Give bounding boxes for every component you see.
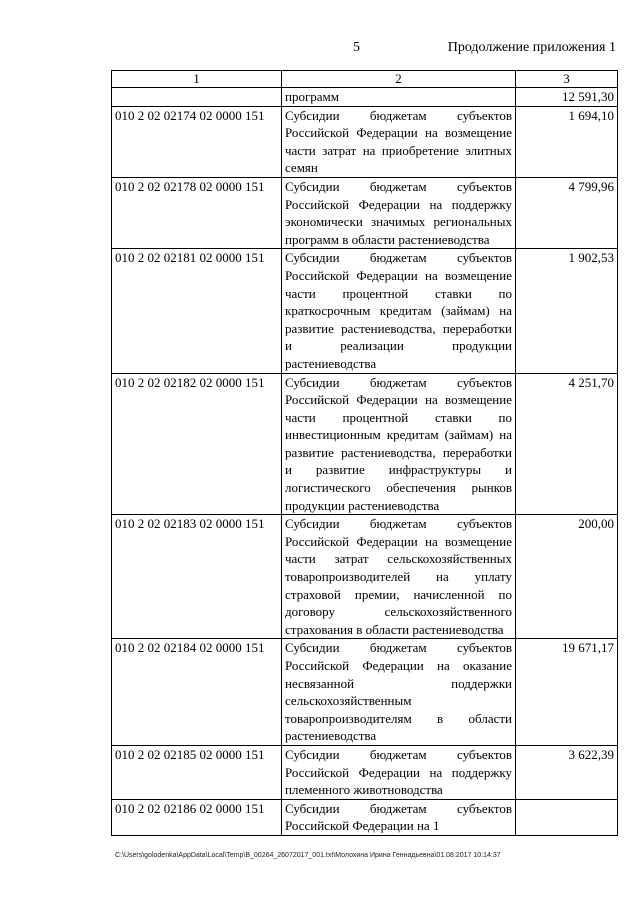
page-number: 5 xyxy=(353,40,360,55)
table-row xyxy=(112,106,618,177)
row-amount: 200,00 xyxy=(516,515,618,639)
column-header-description: 2 xyxy=(282,71,516,88)
row-amount: 4 799,96 xyxy=(516,177,618,248)
row-code: 010 2 02 02183 02 0000 151 xyxy=(112,515,282,639)
row-code: 010 2 02 02181 02 0000 151 xyxy=(112,249,282,373)
row-description: Субсидии бюджетам субъектов Российской Федерации на возмещение части процентной ставки по инвестиционным кредитам (займам) на развитие растениеводства, переработки и развитие инфраструктуры и логистического обеспечения рынков продукции растениеводства xyxy=(282,373,516,515)
row-amount: 19 671,17 xyxy=(516,639,618,746)
column-header-amount: 3 xyxy=(516,71,618,88)
row-description: Субсидии бюджетам субъектов Российской Федерации на поддержку экономически значимых региональных программ в области растениеводства xyxy=(282,177,516,248)
row-code: 010 2 02 02178 02 0000 151 xyxy=(112,177,282,248)
table-header-row xyxy=(112,71,618,88)
row-amount: 3 622,39 xyxy=(516,745,618,799)
table-row xyxy=(112,745,618,799)
row-description: программ xyxy=(282,88,516,107)
table-row xyxy=(112,639,618,746)
row-amount xyxy=(516,799,618,835)
budget-table xyxy=(111,70,618,836)
table-row xyxy=(112,88,618,107)
row-code: 010 2 02 02185 02 0000 151 xyxy=(112,745,282,799)
row-amount: 4 251,70 xyxy=(516,373,618,515)
row-description: Субсидии бюджетам субъектов Российской Федерации на возмещение части затрат сельскохозяйственных товаропроизводителей на уплату страховой премии, начисленной по договору сельскохозяйственного страхования в области растениеводства xyxy=(282,515,516,639)
row-code: 010 2 02 02186 02 0000 151 xyxy=(112,799,282,835)
table-row xyxy=(112,177,618,248)
row-description: Субсидии бюджетам субъектов Российской Федерации на возмещение части затрат на приобретение элитных семян xyxy=(282,106,516,177)
table-row xyxy=(112,249,618,373)
row-description: Субсидии бюджетам субъектов Российской Федерации на возмещение части процентной ставки по краткосрочным кредитам (займам) на развитие растениеводства, переработки и реализации продукции растениеводства xyxy=(282,249,516,373)
row-code: 010 2 02 02182 02 0000 151 xyxy=(112,373,282,515)
row-amount: 12 591,30 xyxy=(516,88,618,107)
row-amount: 1 902,53 xyxy=(516,249,618,373)
row-amount: 1 694,10 xyxy=(516,106,618,177)
table-row xyxy=(112,799,618,835)
row-code: 010 2 02 02184 02 0000 151 xyxy=(112,639,282,746)
table-row xyxy=(112,373,618,515)
row-description: Субсидии бюджетам субъектов Российской Федерации на 1 xyxy=(282,799,516,835)
appendix-continuation-title: Продолжение приложения 1 xyxy=(447,40,616,55)
table-row xyxy=(112,515,618,639)
row-code xyxy=(112,88,282,107)
row-description: Субсидии бюджетам субъектов Российской Федерации на оказание несвязанной поддержки сельскохозяйственным товаропроизводителям в области растениеводства xyxy=(282,639,516,746)
row-description: Субсидии бюджетам субъектов Российской Федерации на поддержку племенного животноводства xyxy=(282,745,516,799)
footer-file-path: C:\Users\golodenka\AppData\Local\Temp\B_00264_26072017_001.txt\Молохина Ирина Геннадьевна\01.08.2017 10:14:37 xyxy=(115,852,501,859)
column-header-code: 1 xyxy=(112,71,282,88)
row-code: 010 2 02 02174 02 0000 151 xyxy=(112,106,282,177)
